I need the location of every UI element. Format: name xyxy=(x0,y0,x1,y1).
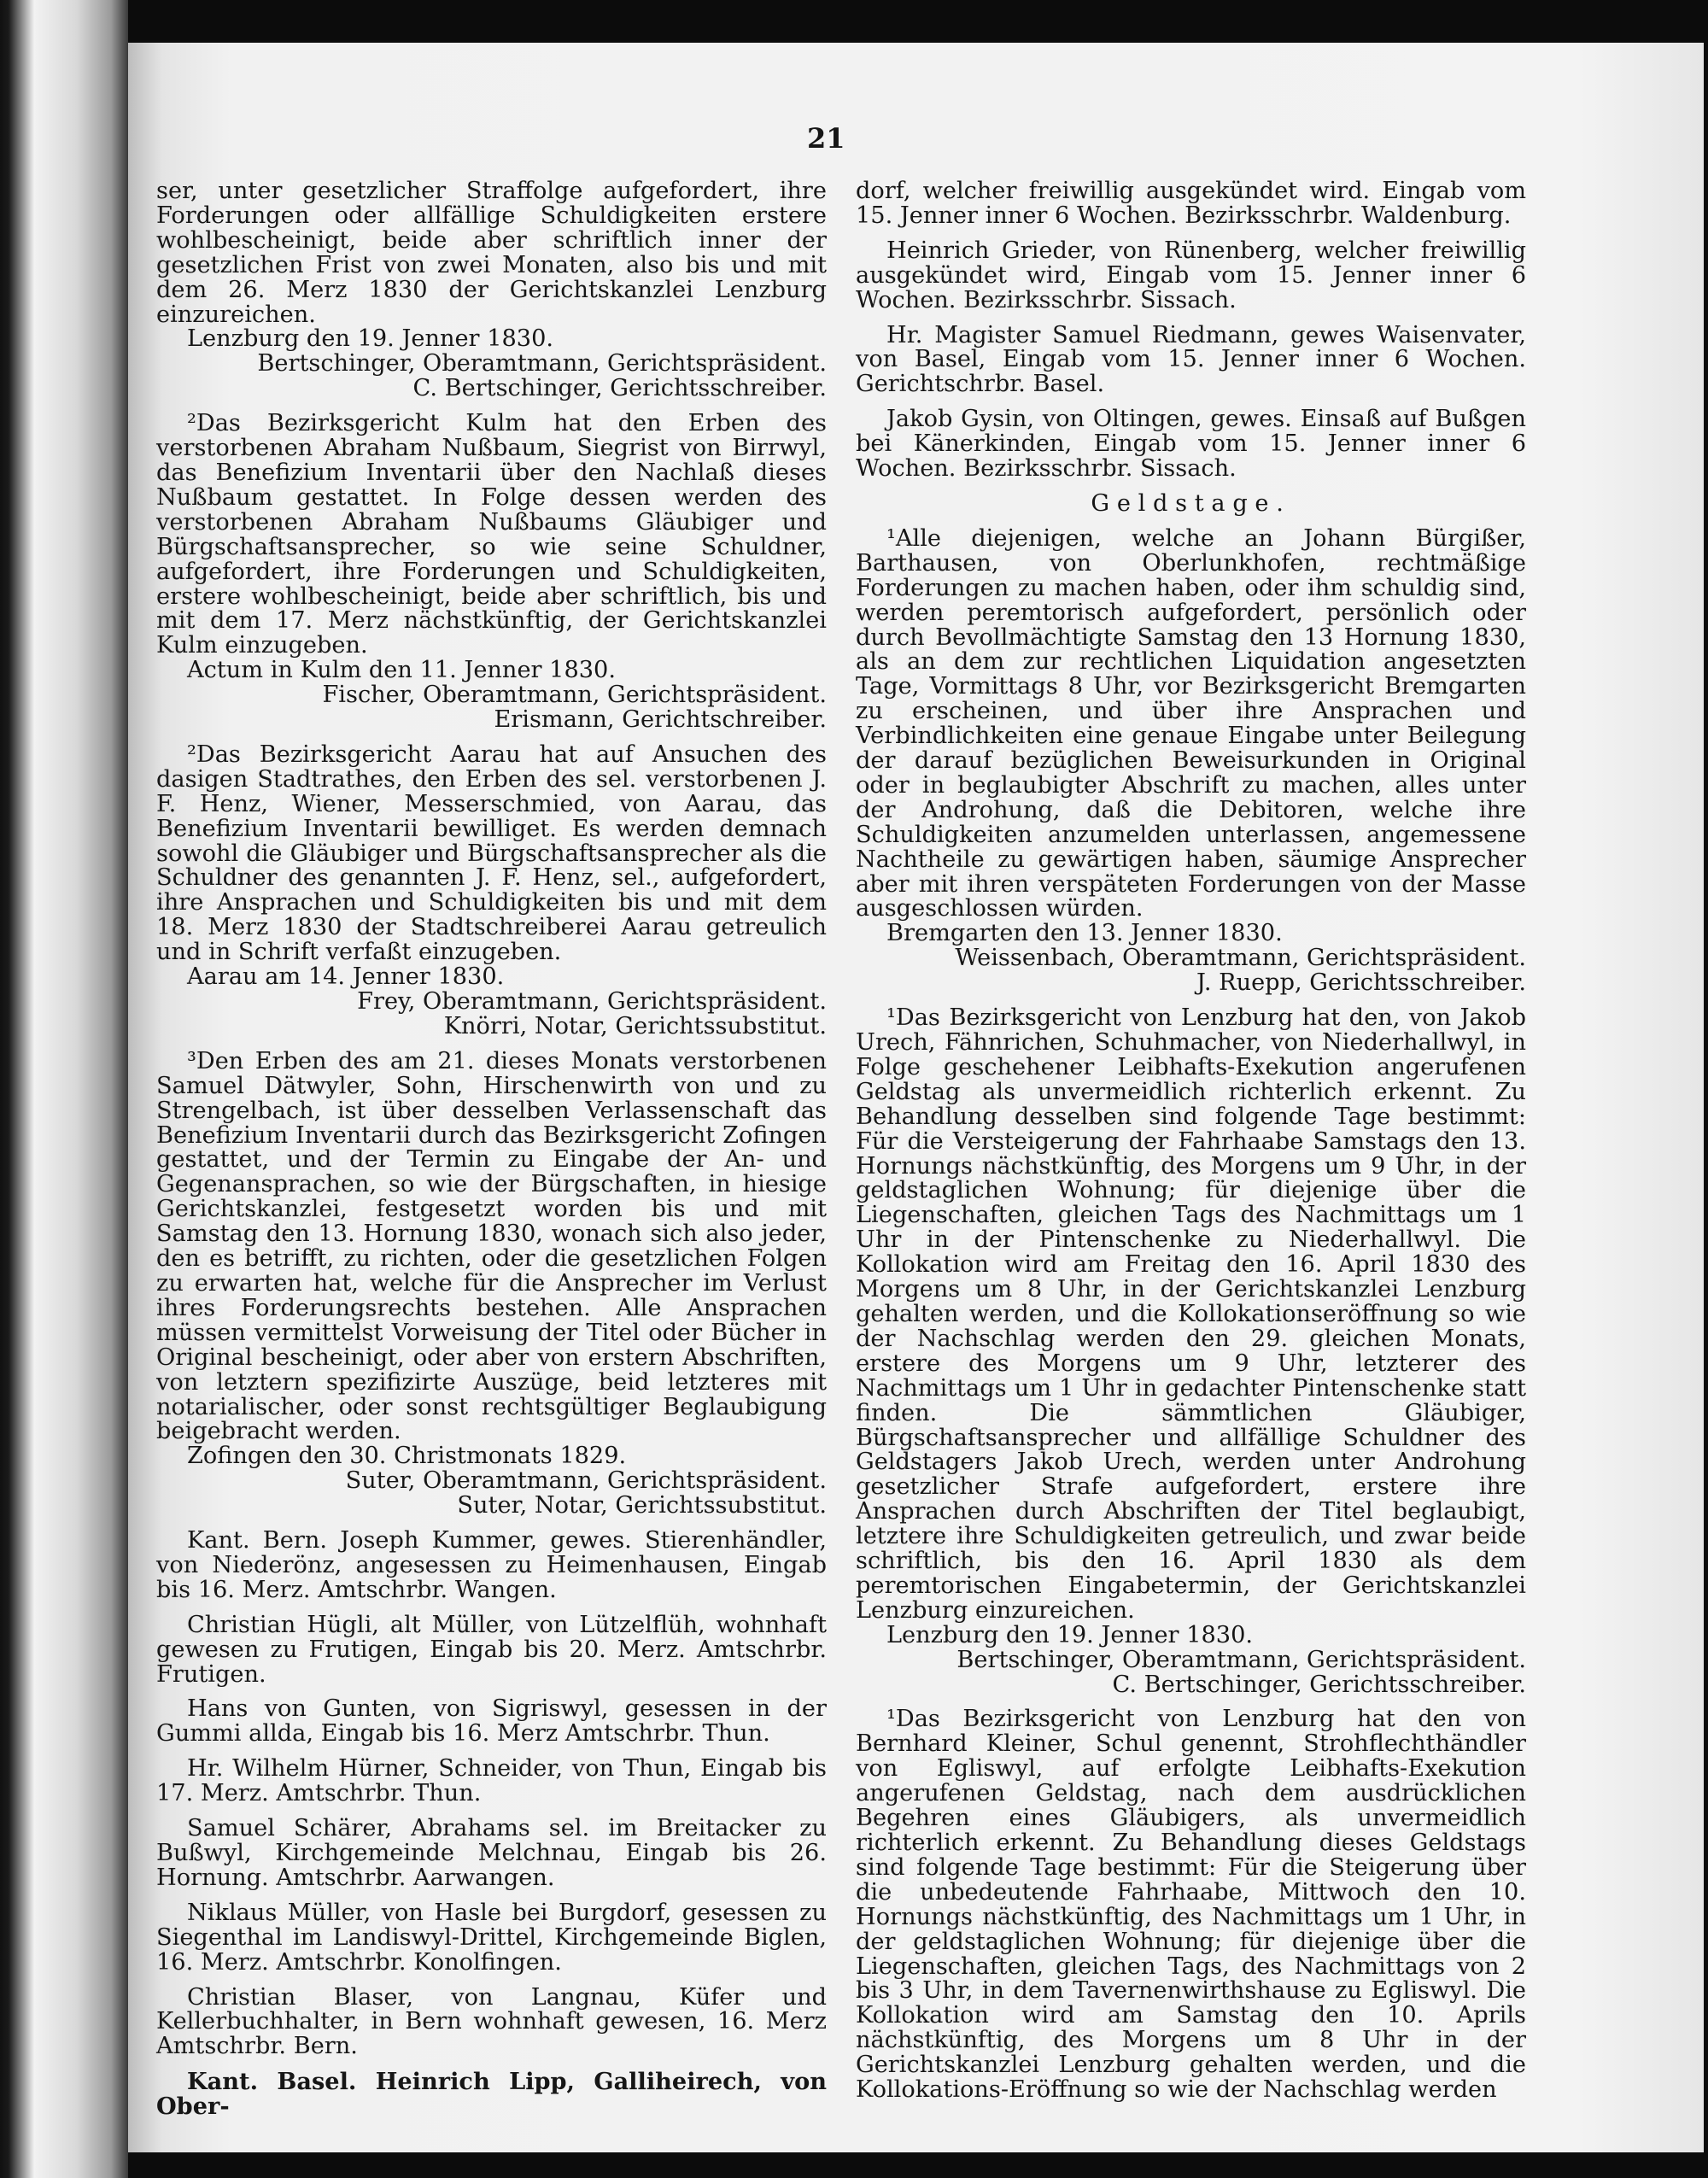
listing-entry: Kant. Bern. Joseph Kummer, gewes. Stierenhändler, von Niederönz, angesessen zu Heimenhausen, Eingab bis 16. Merz. Amtschrbr. Wangen. xyxy=(156,1527,827,1603)
listing-entry: Jakob Gysin, von Oltingen, gewes. Einsaß auf Bußgen bei Känerkinden, Eingab vom 15. Jenner inner 6 Wochen. Bezirksschrbr. Sissach. xyxy=(856,406,1526,483)
date-line: Bremgarten den 13. Jenner 1830. xyxy=(886,920,1283,947)
date-line: Aarau am 14. Jenner 1830. xyxy=(187,963,505,991)
notice-lenzburg-urech: ¹Das Bezirksgericht von Lenzburg hat den, von Jakob Urech, Fähnrichen, Schuhmacher, von Niederhallwyl, in Folge geschehener Leibhafts-Exekution angerufenen Geldstag als unvermeidlich richterlich erkennt. Zu Behandlung desselben sind folgende Tage bestimmt: Für die Versteigerung der Fahrhaabe Samstags den 13. Hornungs nächstkünftig, des Morgens um 9 Uhr, in der geldstaglichen Wohnung; für diejenige über die Liegenschaften, gleichen Tags des Nachmittags um 1 Uhr in der Pintenschenke zu Niederhallwyl. Die Kollokation wird am Freitag den 16. April 1830 des Morgens um 8 Uhr, in der Gerichtskanzlei Lenzburg gehalten werden, und die Kollokationseröffnung so wie der Nachschlag werden den 29. gleichen Monats, erstere des Morgens um 9 Uhr, letzterer des Nachmittags um 1 Uhr in gedachter Pintenschenke statt finden. Die sämmtlichen Gläubiger, Bürgschaftsansprecher und allfällige Schuldner des Geldstagers Jakob Urech, werden unter Androhung gesetzlicher Strafe aufgefordert, erstere ihre Ansprachen durch Abschriften der Titel beglaubigt, letztere ihre Schuldigkeiten getreulich, und zwar beide schriftlich, bis den 16. April 1830 als dem peremtorischen Eingabetermin, der Gerichtskanzlei Lenzburg einzureichen. xyxy=(856,1004,1526,1624)
listing-entry: Hr. Magister Samuel Riedmann, gewes Waisenvater, von Basel, Eingab vom 15. Jenner inner 6 Wochen. Gerichtschrbr. Basel. xyxy=(856,321,1526,398)
listing-entry: Hans von Gunten, von Sigriswyl, gesessen in der Gummi allda, Eingab bis 16. Merz Amtschrbr. Thun. xyxy=(156,1695,827,1748)
listing-entry: Samuel Schärer, Abrahams sel. im Breitacker zu Bußwyl, Kirchgemeinde Melchnau, Eingab bis 26. Hornung. Amtschrbr. Aarwangen. xyxy=(156,1815,827,1891)
date-line: Actum in Kulm den 11. Jenner 1830. xyxy=(187,657,616,684)
listing-entry: Niklaus Müller, von Hasle bei Burgdorf, gesessen zu Siegenthal im Landiswyl-Drittel, Kirchgemeinde Biglen, 16. Merz. Amtschrbr. Konolfingen. xyxy=(156,1899,827,1976)
signature-line: Erismann, Gerichtschreiber. xyxy=(494,706,827,734)
signature-line: Suter, Oberamtmann, Gerichtspräsident. xyxy=(345,1467,827,1495)
signature-line: Suter, Notar, Gerichtssubstitut. xyxy=(457,1492,827,1519)
page-number: 21 xyxy=(807,122,845,155)
left-column xyxy=(156,179,827,2119)
signature-line: Bertschinger, Oberamtmann, Gerichtspräsident. xyxy=(257,350,827,378)
listing-entry: Hr. Wilhelm Hürner, Schneider, von Thun, Eingab bis 17. Merz. Amtschrbr. Thun. xyxy=(156,1755,827,1807)
signature-line: C. Bertschinger, Gerichtsschreiber. xyxy=(412,375,827,402)
notice-lenzburg-kleiner: ¹Das Bezirksgericht von Lenzburg hat den von Bernhard Kleiner, Schul genennt, Strohflechthändler von Egliswyl, auf erfolgte Leibhafts-Exekution angerufenen Geldstag, nach dem ausdrücklichen Begehren eines Gläubigers, als unvermeidlich richterlich erkennt. Zu Behandlung dieses Geldstags sind folgende Tage bestimmt: Für die Steigerung über die unbedeutende Fahrhaabe, Mittwoch den 10. Hornungs nächstkünftig, des Nachmittags um 1 Uhr, in der geldstaglichen Wohnung; für diejenige über die Liegenschaften, gleichen Tags, des Nachmittags von 2 bis 3 Uhr, in dem Tavernenwirthshause zu Egliswyl. Die Kollokation wird am Samstag den 10. Aprils nächstkünftig, des Morgens um 8 Uhr in der Gerichtskanzlei Lenzburg gehalten werden, und die Kollokations-Eröffnung so wie der Nachschlag werden xyxy=(856,1706,1526,2104)
listing-entry: Christian Blaser, von Langnau, Küfer und Kellerbuchhalter, in Bern wohnhaft gewesen, 16. Merz Amtschrbr. Bern. xyxy=(156,1983,827,2060)
signature-line: C. Bertschinger, Gerichtsschreiber. xyxy=(1112,1671,1526,1698)
signature-line: Knörri, Notar, Gerichtssubstitut. xyxy=(443,1012,827,1039)
signature-line: J. Ruepp, Gerichtsschreiber. xyxy=(1196,969,1526,997)
section-heading: Geldstage. xyxy=(1091,489,1291,517)
date-line: Lenzburg den 19. Jenner 1830. xyxy=(187,325,554,353)
signature-line: Fischer, Oberamtmann, Gerichtspräsident. xyxy=(322,682,827,709)
signature-line: Bertschinger, Oberamtmann, Gerichtspräsident. xyxy=(956,1646,1526,1673)
signature-line: Frey, Oberamtmann, Gerichtspräsident. xyxy=(357,988,827,1015)
notice-kulm: ²Das Bezirksgericht Kulm hat den Erben des verstorbenen Abraham Nußbaum, Siegrist von Birrwyl, das Benefizium Inventarii über den Nachlaß dieses Nußbaum gestattet. In Folge dessen werden des verstorbenen Abraham Nußbaums Gläubiger und Bürgschaftsansprecher, so wie seine Schuldner, aufgefordert, ihre Forderungen und Schuldigkeiten, erstere wohlbescheinigt, beide aber schriftlich, bis und mit dem 17. Merz nächstkünftig, der Gerichtskanzlei Kulm einzugeben. xyxy=(156,410,827,659)
document-page xyxy=(128,43,1704,2152)
book-spine-shadow xyxy=(0,0,128,2178)
listing-entry: Christian Hügli, alt Müller, von Lützelflüh, wohnhaft gewesen zu Frutigen, Eingab bis 20. Merz. Amtschrbr. Frutigen. xyxy=(156,1611,827,1688)
date-line: Zofingen den 30. Christmonats 1829. xyxy=(187,1443,627,1470)
notice-zofingen: ³Den Erben des am 21. dieses Monats verstorbenen Samuel Dätwyler, Sohn, Hirschenwirth von und zu Strengelbach, ist über desselben Verlassenschaft das Benefizium Inventarii durch das Bezirksgericht Zofingen gestattet, und der Termin zu Eingabe der An- und Gegenansprachen, so wie der Bürgschaften, in hiesige Gerichtskanzlei, festgesetzt worden bis und mit Samstag den 13. Hornung 1830, wonach sich also jeder, den es betrifft, zu richten, oder die gesetzlichen Folgen zu erwarten hat, welche für die Ansprecher im Verlust ihres Forderungsrechts bestehen. Alle Ansprachen müssen vermittelst Vorweisung der Titel oder Bücher in Original bescheinigt, oder aber von erstern Abschriften, von letztern spezifizirte Auszüge, beid letzteres mit notarialischer, oder sonst rechtsgültiger Beglaubigung beigebracht werden. xyxy=(156,1047,827,1445)
notice-continuation: ser, unter gesetzlicher Straffolge aufgefordert, ihre Forderungen oder allfällige Schuldigkeiten erstere wohlbescheinigt, beide aber schriftlich inner der gesetzlichen Frist von zwei Monaten, also bis und mit dem 26. Merz 1830 der Gerichtskanzlei Lenzburg einzureichen. xyxy=(156,178,827,328)
listing-entry: Heinrich Grieder, von Rünenberg, welcher freiwillig ausgekündet wird, Eingab vom 15. Jenner inner 6 Wochen. Bezirksschrbr. Sissach. xyxy=(856,237,1526,313)
date-line: Lenzburg den 19. Jenner 1830. xyxy=(886,1621,1254,1648)
listing-continuation: dorf, welcher freiwillig ausgekündet wird. Eingab vom 15. Jenner inner 6 Wochen. Bezirksschrbr. Waldenburg. xyxy=(856,178,1526,229)
signature-line: Weissenbach, Oberamtmann, Gerichtspräsident. xyxy=(955,945,1526,972)
notice-bremgarten: ¹Alle diejenigen, welche an Johann Bürgißer, Barthausen, von Oberlunkhofen, rechtmäßige Forderungen zu machen haben, oder ihm schuldig sind, werden peremtorisch aufgefordert, persönlich oder durch Bevollmächtigte Samstag den 13 Hornung 1830, als an dem zur rechtlichen Liquidation angesetzten Tage, Vormittags 8 Uhr, vor Bezirksgericht Bremgarten zu erscheinen, und über ihre Ansprachen und Verbindlichkeiten eine genaue Eingabe unter Beilegung der darauf bezüglichen Beweisurkunden in Original oder in beglaubigter Abschrift zu machen, alles unter der Androhung, daß die Debitoren, welche ihre Schuldigkeiten anzumelden unterlassen, angemessene Nachtheile zu gewärtigen haben, säumige Ansprecher aber mit ihren verspäteten Forderungen von der Masse ausgeschlossen würden. xyxy=(856,524,1526,922)
right-column xyxy=(856,179,1526,2103)
notice-aarau: ²Das Bezirksgericht Aarau hat auf Ansuchen des dasigen Stadtrathes, den Erben des sel. verstorbenen J. F. Henz, Wiener, Messerschmied, von Aarau, das Benefizium Inventarii bewilliget. Es werden demnach sowohl die Gläubiger und Bürgschaftsansprecher als die Schuldner des genannten J. F. Henz, sel., aufgefordert, ihre Ansprachen und Schuldigkeiten bis und mit dem 18. Merz 1830 der Stadtschreiberei Aarau getreulich und in Schrift verfaßt einzugeben. xyxy=(156,741,827,966)
listing-entry: Kant. Basel. Heinrich Lipp, Galliheirech, von Ober- xyxy=(156,2068,827,2121)
